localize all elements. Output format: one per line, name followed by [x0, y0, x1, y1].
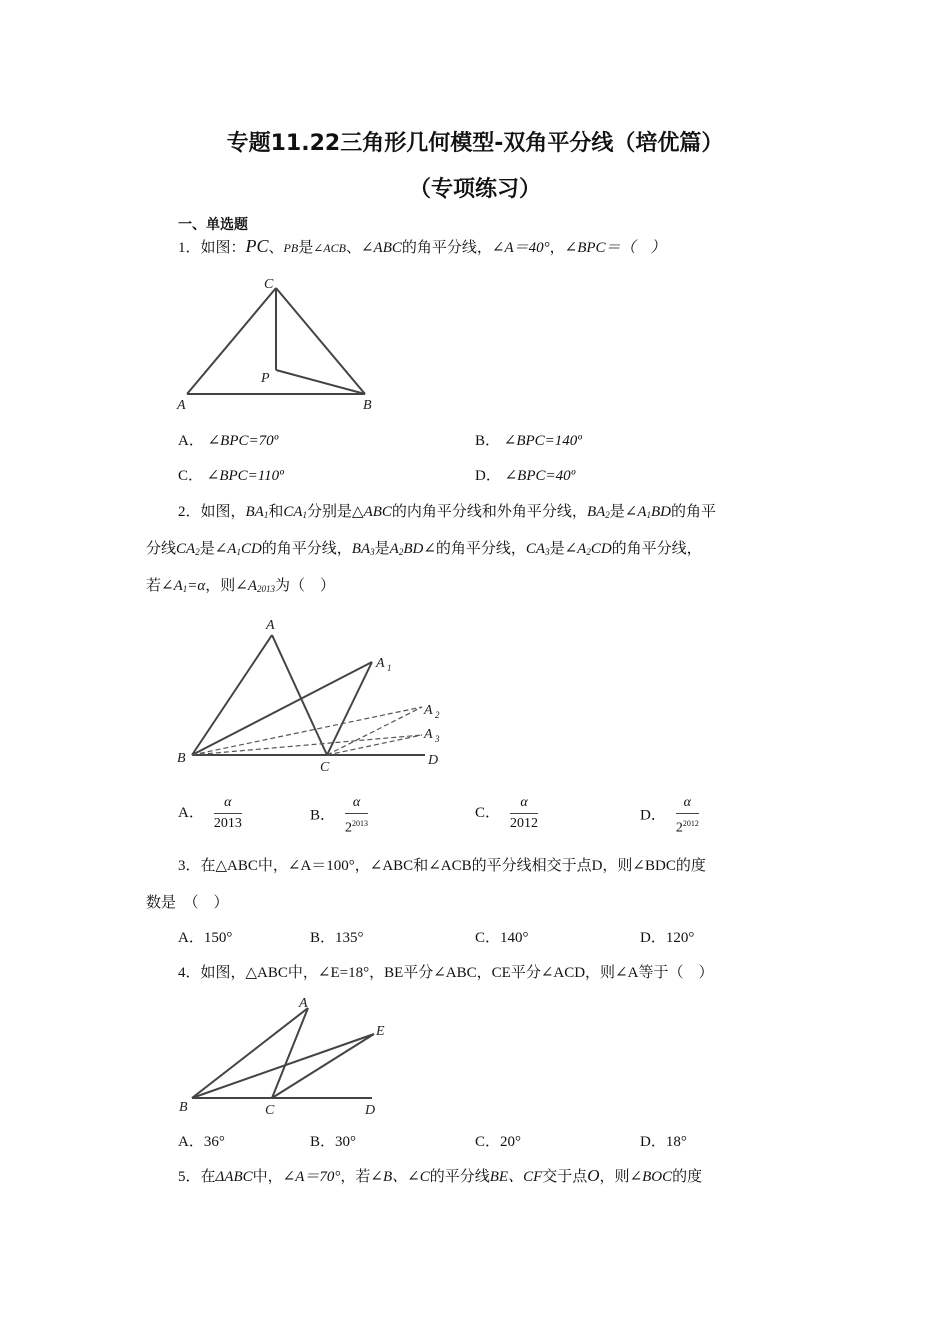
question-3-line-1: 3．在△ABC中，∠A＝100°，∠ABC和∠ACB的平分线相交于点D，则∠BDC的度 — [178, 858, 706, 874]
fig1-label-c: C — [264, 277, 274, 292]
q2-option-a[interactable]: A． $\frac{\alpha}{2013}$ — [178, 795, 242, 831]
q3-option-b[interactable]: B．135° — [310, 930, 364, 946]
q1-option-a[interactable]: A． ∠BPC=70º — [178, 433, 279, 449]
q4-option-c[interactable]: C．20° — [475, 1134, 522, 1150]
fig2-label-a: A — [266, 618, 275, 633]
fig2-label-b: B — [177, 751, 186, 766]
q4-option-d[interactable]: D．18° — [640, 1134, 687, 1150]
figure-2 — [170, 610, 460, 780]
question-5: 5．在ΔABC中，∠A＝70°，若∠B、∠C的平分线BE、CF交于点O，则∠BOC的度 — [178, 1166, 703, 1185]
fig4-label-e: E — [376, 1024, 385, 1039]
question-2-line-1: 2．如图，$BA_1$和$CA_1$分别是△ABC的内角平分线和外角平分线，$BA_2$是$\angle A_1BD$的角平 — [178, 504, 717, 520]
fig2-label-a1: A — [376, 656, 385, 671]
q3-option-c[interactable]: C．140° — [475, 930, 529, 946]
fig2-label-c: C — [320, 760, 330, 775]
q2-option-d[interactable]: D． $\frac{\alpha}{2^{2012}}$ — [640, 795, 699, 836]
q2-option-b[interactable]: B． $\frac{\alpha}{2^{2013}}$ — [310, 795, 369, 836]
question-2-line-3: 若$\angle A_1=\alpha$，则$\angle A_{2013}$为（ ） — [146, 578, 336, 594]
q4-option-a[interactable]: A．36° — [178, 1134, 225, 1150]
q4-option-b[interactable]: B．30° — [310, 1134, 357, 1150]
question-4: 4．如图，△ABC中，∠E=18°，BE平分∠ABC，CE平分∠ACD，则∠A等于（ ） — [178, 965, 714, 981]
q3-option-a[interactable]: A．150° — [178, 930, 233, 946]
fig4-label-a: A — [299, 996, 308, 1011]
question-3-line-2: 数是 （ ） — [146, 895, 229, 911]
fig4-label-c: C — [265, 1103, 275, 1118]
fig2-label-a3: A — [424, 727, 433, 742]
figure-1 — [170, 270, 390, 415]
figure-4 — [170, 990, 400, 1120]
fig2-label-a3-sub: 3 — [435, 734, 440, 744]
fig2-label-d: D — [428, 753, 439, 768]
q3-option-d[interactable]: D．120° — [640, 930, 695, 946]
fig1-label-a: A — [177, 398, 186, 413]
q1-option-d[interactable]: D． ∠BPC=40º — [475, 468, 576, 484]
fig4-label-b: B — [179, 1100, 188, 1115]
q1-option-c[interactable]: C． ∠BPC=110º — [178, 468, 284, 484]
fig4-label-d: D — [365, 1103, 376, 1118]
fig1-label-b: B — [363, 398, 372, 413]
section-heading: 一、单选题 — [178, 217, 248, 233]
question-2-line-2: 分线$CA_2$是$\angle A_1CD$的角平分线，$BA_3$是$A_2BD\angle$的角平分线，$CA_3$是$\angle A_2CD$的角平分线， — [146, 541, 702, 557]
fig2-label-a2: A — [424, 703, 433, 718]
fig1-label-p: P — [261, 371, 270, 386]
q2-option-c[interactable]: C． $\frac{\alpha}{2012}$ — [475, 795, 539, 831]
page-title: 专题11.22三角形几何模型-双角平分线（培优篇） — [226, 131, 724, 156]
fig2-label-a2-sub: 2 — [435, 710, 440, 720]
question-1: 1．如图：PC、PB是∠ACB、∠ABC的角平分线，∠A＝40°，∠BPC＝（ ） — [178, 236, 666, 256]
fig2-label-a1-sub: 1 — [387, 663, 392, 673]
page-subtitle: （专项练习） — [408, 177, 541, 202]
q1-option-b[interactable]: B． ∠BPC=140º — [475, 433, 582, 449]
